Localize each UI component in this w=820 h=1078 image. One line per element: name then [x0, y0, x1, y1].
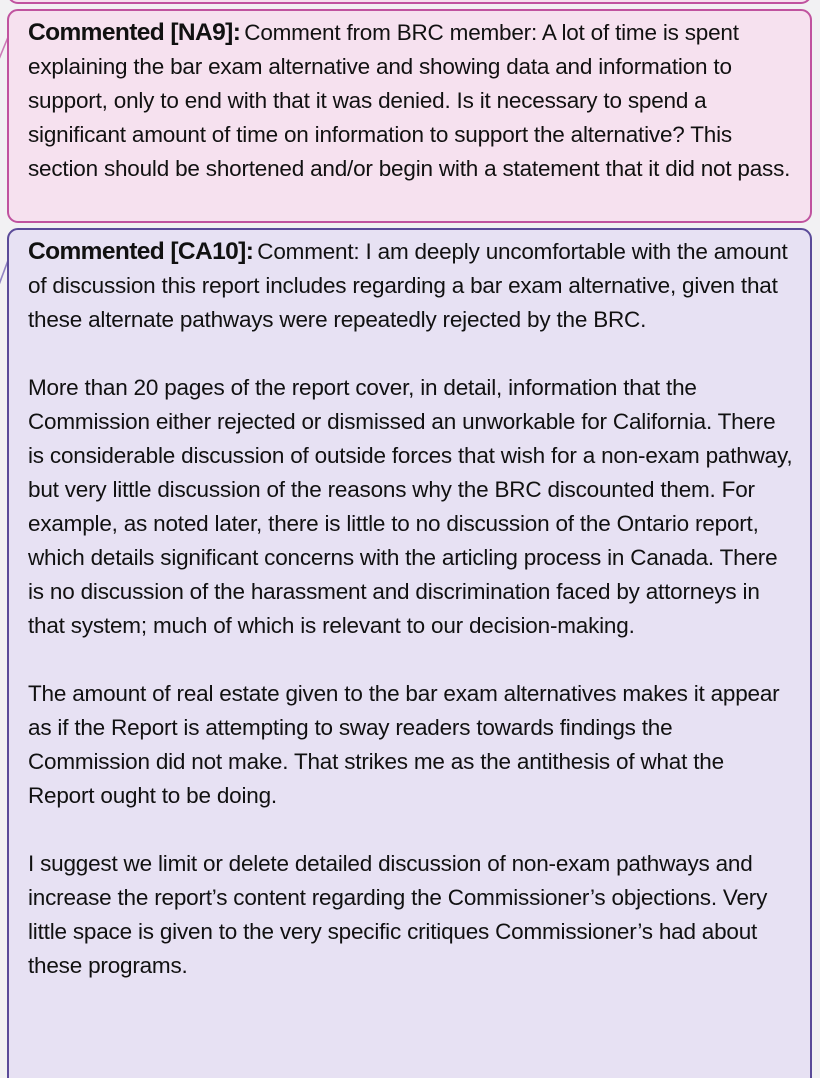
comment-text-ca10-p4: I suggest we limit or delete detailed discussion of non-exam pathways and increase the report’s content regarding the Commissioner’s objections. Very little space is given to the very specific critiques Commissioner’s had about these programs. [28, 851, 768, 978]
comment-text-ca10-p3: The amount of real estate given to the bar exam alternatives makes it appear as if the Report is attempting to sway readers towards findings the Commission did not make. That strikes me as the antithesis of what the Report ought to be doing. [28, 681, 780, 808]
comment-balloon-ca10[interactable] [7, 228, 812, 1078]
comment-label-ca10: Commented [CA10]: [28, 238, 254, 265]
comment-balloon-partial-top [7, 0, 812, 4]
comment-paragraph [28, 16, 794, 186]
comment-paragraph [28, 235, 794, 337]
comment-text-ca10-p2: More than 20 pages of the report cover, in detail, information that the Commission either rejected or dismissed an unworkable for California. There is considerable discussion of outside forces that wish for a non-exam pathway, but very little discussion of the reasons why the BRC discounted them. For example, as noted later, there is little to no discussion of the Ontario report, which details significant concerns with the articling process in Canada. There is no discussion of the harassment and discrimination faced by attorneys in that system; much of which is relevant to our decision-making. [28, 375, 793, 638]
comment-label-na9: Commented [NA9]: [28, 19, 241, 46]
comment-balloon-na9[interactable] [7, 9, 812, 223]
comment-text-ca10-p1: Comment: I am deeply uncomfortable with the amount of discussion this report includes regarding a bar exam alternative, given that these alternate pathways were repeatedly rejected by the BRC. [28, 239, 788, 332]
comment-text-na9: Comment from BRC member: A lot of time is spent explaining the bar exam alternative and showing data and information to support, only to end with that it was denied. Is it necessary to spend a significant amount of time on information to support the alternative? This section should be shortened and/or begin with a statement that it did not pass. [28, 20, 791, 181]
